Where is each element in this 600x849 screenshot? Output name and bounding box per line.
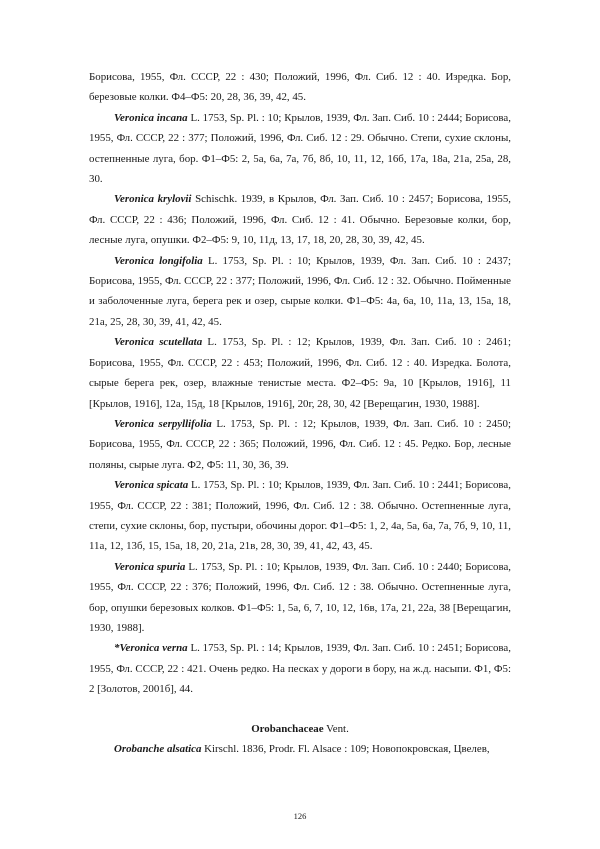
species-name: *Veronica verna (114, 642, 188, 655)
species-entry (89, 189, 511, 250)
species-name: Veronica incana (114, 111, 188, 124)
species-entry (89, 332, 511, 414)
species-entry (89, 638, 511, 699)
species-description: L. 1753, Sp. Pl. : 10; Крылов, 1939, Фл. Зап. Сиб. 10 : 2440; Борисова, 1955, Фл. СССР, 22 : 376; Положий, 1996, Фл. Сиб. 12 : 38. Обычно. Остепненные луга, бор, опушки березовых колков. Ф1–Ф5: 1, 5а, 6, 7, 10, 12, 16в, 17а, 21, 22а, 38 [Верещагин, 1930, 1988]. (89, 560, 511, 634)
species-entry (89, 414, 511, 475)
page-number: 126 (293, 811, 307, 821)
species-name: Orobanche alsatica (114, 743, 202, 755)
species-entry (89, 739, 511, 759)
species-description: L. 1753, Sp. Pl. : 12; Крылов, 1939, Фл. Зап. Сиб. 10 : 2450; Борисова, 1955, Фл. СССР, 22 : 365; Положий, 1996, Фл. Сиб. 12 : 45. Редко. Бор, лесные поляны, сырые луга. Ф2, Ф5: 11, 30, 36, 39. (89, 417, 511, 471)
species-entries (89, 108, 511, 700)
species-name: Veronica krylovii (114, 193, 192, 206)
species-name: Veronica scutellata (114, 336, 203, 349)
species-entry (89, 108, 511, 190)
species-description: L. 1753, Sp. Pl. : 10; Крылов, 1939, Фл. Зап. Сиб. 10 : 2444; Борисова, 1955, Фл. СССР, 22 : 377; Положий, 1996, Фл. Сиб. 12 : 29. Обычно. Степи, сухие склоны, остепненные луга, бор. Ф1–Ф5: 2, 5а, 6а, 7а, 7б, 8б, 10, 11, 12, 16б, 17а, 18а, 21а, 25а, 28, 30. (89, 111, 511, 186)
species-name: Veronica longifolia (114, 254, 203, 267)
species-description: L. 1753, Sp. Pl. : 10; Крылов, 1939, Фл. Зап. Сиб. 10 : 2441; Борисова, 1955, Фл. СССР, 22 : 381; Положий, 1996, Фл. Сиб. 12 : 38. Обычно. Остепненные луга, степи, сухие склоны, бор, пустыри, обочины дорог. Ф1–Ф5: 1, 2, 4а, 5а, 6а, 7а, 7б, 9, 10, 11, 11а, 12, 13б, 15, 15а, 18, 20, 21а, 21в, 28, 30, 39, 41, 42, 43, 45. (89, 479, 511, 553)
species-entry (89, 251, 511, 333)
species-description: L. 1753, Sp. Pl. : 10; Крылов, 1939, Фл. Зап. Сиб. 10 : 2437; Борисова, 1955, Фл. СССР, 22 : 377; Положий, 1996, Фл. Сиб. 12 : 32. Обычно. Пойменные и заболоченные луга, берега рек и озер, сырые колки. Ф1–Ф5: 4а, 6а, 10, 11а, 13, 15а, 18, 21а, 25, 28, 30, 39, 41, 42, 45. (89, 254, 511, 328)
species-entry (89, 475, 511, 557)
species-entry (89, 557, 511, 639)
family-name: Orobanchaceae (251, 722, 324, 735)
species-name: Veronica spuria (114, 560, 186, 573)
species-description: L. 1753, Sp. Pl. : 12; Крылов, 1939, Фл. Зап. Сиб. 10 : 2461; Борисова, 1955, Фл. СССР, 22 : 453; Положий, 1996, Фл. Сиб. 12 : 40. Изредка. Болота, сырые берега рек, озер, влажные тенистые места. Ф2–Ф5: 9а, 10 [Крылов, 1916], 11 [Крылов, 1916], 12а, 15д, 18 [Крылов, 1916], 20г, 28, 30, 42 [Верещагин, 1930, 1988]. (89, 336, 511, 410)
species-name: Veronica serpyllifolia (114, 417, 212, 430)
species-description: Kirschl. 1836, Prodr. Fl. Alsace : 109; Новопокровская, Цвелев, (201, 743, 490, 755)
species-name: Veronica spicata (114, 479, 189, 492)
species-description: L. 1753, Sp. Pl. : 14; Крылов, 1939, Фл. Зап. Сиб. 10 : 2451; Борисова, 1955, Фл. СССР, 22 : 421. Очень редко. На песках у дороги в бору, на ж.д. насыпи. Ф1, Ф5: 2 [Золотов, 2001б], 44. (89, 642, 511, 696)
family-author: Vent. (323, 722, 349, 735)
species-description: Schischk. 1939, в Крылов, Фл. Зап. Сиб. 10 : 2457; Борисова, 1955, Фл. СССР, 22 : 436; Положий, 1996, Фл. Сиб. 12 : 41. Обычно. Березовые колки, бор, лесные луга, опушки. Ф2–Ф5: 9, 10, 11д, 13, 17, 18, 20, 28, 30, 39, 42, 45. (89, 193, 512, 247)
family-heading (89, 719, 511, 739)
continuation-paragraph: Борисова, 1955, Фл. СССР, 22 : 430; Положий, 1996, Фл. Сиб. 12 : 40. Изредка. Бор, березовые колки. Ф4–Ф5: 20, 28, 36, 39, 42, 45. (89, 71, 511, 104)
